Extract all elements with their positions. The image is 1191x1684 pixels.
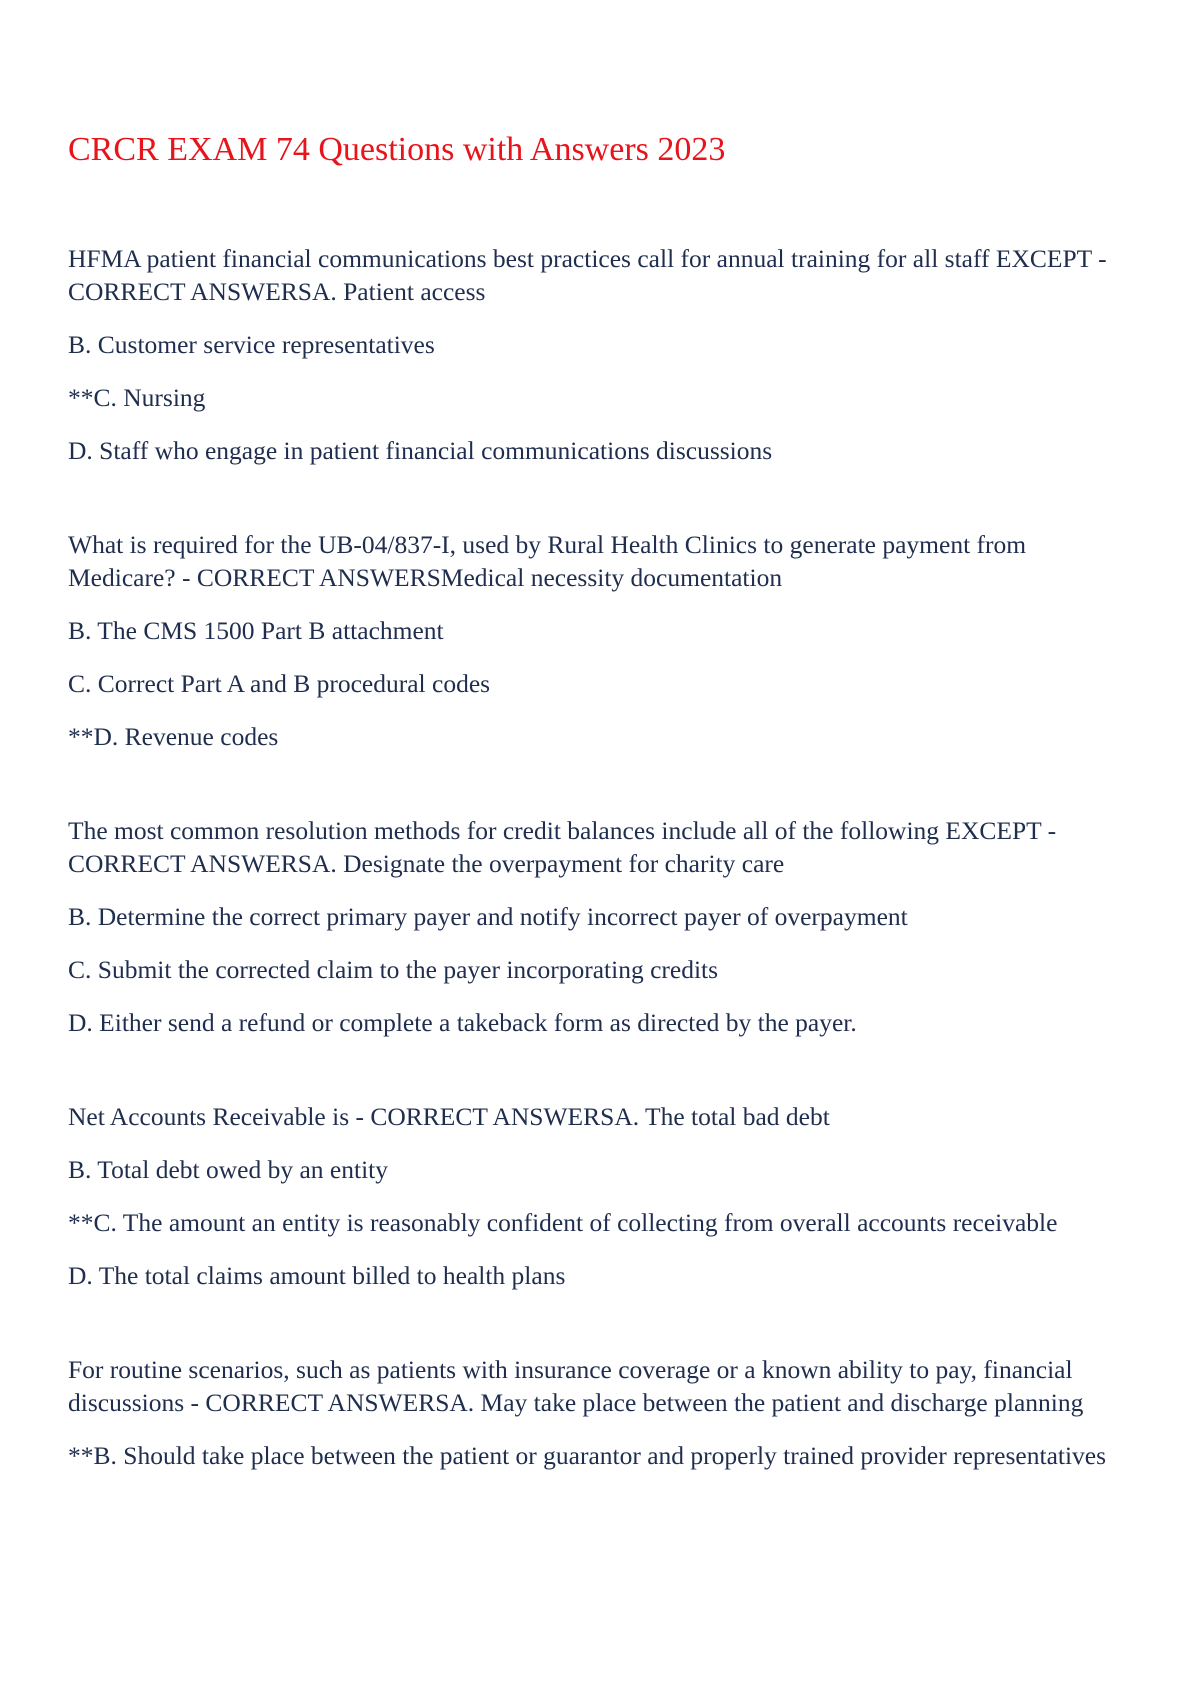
question-text: What is required for the UB-04/837-I, used by Rural Health Clinics to generate payment from Medicare? - CORRECT ANSWERSMedical necessity documentation — [68, 530, 1027, 592]
question-text: HFMA patient financial communications best practices call for annual training for all staff EXCEPT - CORRECT ANSWERSA. Patient access — [68, 244, 1107, 306]
question-list — [68, 242, 1128, 1533]
answer-option: D. Staff who engage in patient financial communications discussions — [68, 436, 773, 465]
question-block — [68, 814, 1128, 1039]
answer-option: **C. Nursing — [68, 383, 206, 412]
question-text: Net Accounts Receivable is - CORRECT ANSWERSA. The total bad debt — [68, 1102, 830, 1131]
answer-option: C. Correct Part A and B procedural codes — [68, 669, 491, 698]
question-block — [68, 1100, 1128, 1292]
question-block — [68, 1353, 1128, 1472]
answer-option: C. Submit the corrected claim to the payer incorporating credits — [68, 955, 719, 984]
answer-option: B. The CMS 1500 Part B attachment — [68, 616, 444, 645]
answer-option: **D. Revenue codes — [68, 722, 279, 751]
question-block — [68, 242, 1128, 467]
answer-option: B. Determine the correct primary payer and notify incorrect payer of overpayment — [68, 902, 908, 931]
answer-option: B. Total debt owed by an entity — [68, 1155, 388, 1184]
answer-option: D. The total claims amount billed to health plans — [68, 1261, 566, 1290]
question-text: For routine scenarios, such as patients with insurance coverage or a known ability to pay, financial discussions - CORRECT ANSWERSA. May take place between the patient and discharge planning — [68, 1355, 1084, 1417]
question-text: The most common resolution methods for credit balances include all of the following EXCEPT - CORRECT ANSWERSA. Designate the overpayment for charity care — [68, 816, 1057, 878]
answer-option: **C. The amount an entity is reasonably confident of collecting from overall accounts receivable — [68, 1208, 1058, 1237]
answer-option: B. Customer service representatives — [68, 330, 435, 359]
answer-option: **B. Should take place between the patient or guarantor and properly trained provider representatives — [68, 1441, 1107, 1470]
document-title: CRCR EXAM 74 Questions with Answers 2023 — [68, 131, 726, 168]
question-block — [68, 528, 1128, 753]
answer-option: D. Either send a refund or complete a takeback form as directed by the payer. — [68, 1008, 857, 1037]
